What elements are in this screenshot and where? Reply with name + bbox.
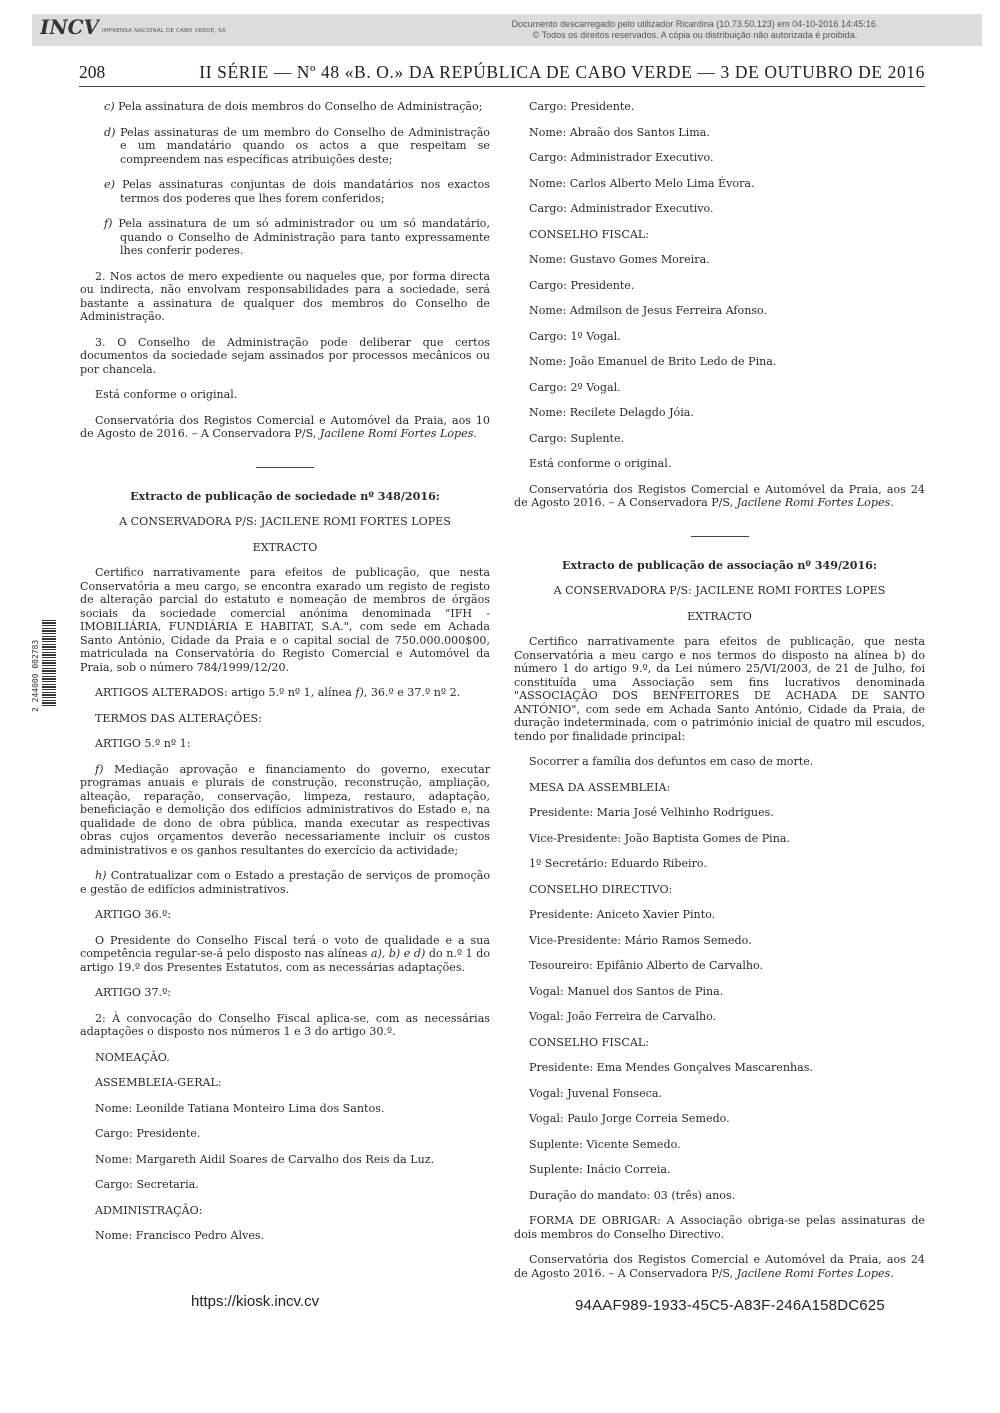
member-name: Nome: Gustavo Gomes Moreira.	[529, 253, 710, 266]
member-line: Vogal: Juvenal Fonseca.	[529, 1086, 662, 1100]
member-line: Tesoureiro: Epifânio Alberto de Carvalho.	[529, 959, 764, 972]
certificate-paragraph: Certifico narrativamente para efeitos de publicação, que nesta Conservatória a meu cargo, se encontra exarado um registo de registo de alteração parcial do estatuto e nomeação de membros de órgãos sociais da sociedade comercial anónima denominada "IFH - IMOBILIÁRIA, FUNDIÁRIA E HABITAT, S.A.", com sede em Achada Santo António, Cidade da Praia e o capital social de 750.000.000$00, matriculada na Conservatória do Registo Comercial e Automóvel da Praia, sob o número 784/1999/12/20.	[80, 566, 490, 674]
member-line: Vogal: Manuel dos Santos de Pina.	[529, 984, 724, 998]
alinea-h: h) Contratualizar com o Estado a prestação de serviços de promoção e gestão de edifícios administrativos.	[80, 869, 490, 896]
member-line: Suplente: Inácio Correia.	[529, 1163, 671, 1176]
member-name: Nome: Francisco Pedro Alves.	[95, 1229, 265, 1242]
download-notice-line: Documento descarregado pelo utilizador Ricardina (10.73.50.123) em 04-10-2016 14:45:16.	[511, 19, 879, 29]
conselho-fiscal-heading: CONSELHO FISCAL:	[529, 1035, 649, 1049]
right-column	[514, 100, 925, 1292]
extract-title-349: Extracto de publicação de associação nº 349/2016:	[562, 558, 877, 572]
nomeacao-heading: NOMEAÇÃO.	[95, 1050, 170, 1064]
member-line: Presidente: Aniceto Xavier Pinto.	[529, 908, 716, 921]
conforme-text: Está conforme o original.	[529, 457, 672, 470]
artigo-5-heading: ARTIGO 5.º nº 1:	[95, 737, 191, 750]
paragraph-3: 3. O Conselho de Administração pode deliberar que certos documentos da sociedade sejam assinados por processos mecânicos ou por chancela.	[80, 335, 490, 376]
assembleia-heading: ASSEMBLEIA-GERAL:	[95, 1076, 222, 1089]
left-column	[80, 100, 490, 1255]
member-role: Cargo: 2º Vogal.	[529, 380, 621, 394]
conselho-directivo-heading: CONSELHO DIRECTIVO:	[529, 882, 673, 896]
member-name: Nome: Recilete Delagdo Jóia.	[529, 406, 694, 419]
mesa-heading: MESA DA ASSEMBLEIA:	[529, 780, 671, 794]
conservadora-line: A CONSERVADORA P/S: JACILENE ROMI FORTES LOPES	[553, 584, 886, 597]
separator-rule	[691, 536, 749, 537]
artigo-37-text: 2: À convocação do Conselho Fiscal aplica-se, com as necessárias adaptações o disposto nos números 1 e 3 do artigo 30.º.	[80, 1011, 490, 1038]
closing-signature: Conservatória dos Registos Comercial e Automóvel da Praia, aos 24 de Agosto 2016. – A Conservadora P/S, Jacilene Romi Fortes Lopes.	[514, 482, 925, 509]
barcode-graphic	[42, 620, 56, 706]
rights-notice-line: © Todos os direitos reservados. A cópia ou distribuição não autorizada é proibida.	[532, 30, 858, 40]
member-name: Nome: Carlos Alberto Melo Lima Évora.	[529, 176, 755, 190]
separator-rule	[256, 467, 314, 468]
member-line: Presidente: Ema Mendes Gonçalves Mascarenhas.	[529, 1061, 813, 1074]
publisher-name: IMPRENSA NACIONAL DE CABO VERDE, SA	[102, 28, 226, 34]
conforme-text: Está conforme o original.	[95, 388, 238, 401]
extracto-label: EXTRACTO	[252, 540, 318, 554]
member-name: Nome: João Emanuel de Brito Ledo de Pina.	[529, 355, 777, 368]
termos-alteracoes: TERMOS DAS ALTERAÇÕES:	[95, 711, 262, 725]
artigos-alterados: ARTIGOS ALTERADOS: artigo 5.º nº 1, alínea f), 36.º e 37.º nº 2.	[95, 686, 461, 699]
clause-c: c) Pela assinatura de dois membros do Conselho de Administração;	[104, 100, 483, 113]
document-id: 94AAF989-1933-45C5-A83F-246A158DC625	[575, 1297, 885, 1314]
artigo-37-heading: ARTIGO 37.º:	[95, 986, 172, 999]
barcode-number: 2 244000 002783	[31, 639, 40, 712]
member-role: Cargo: Presidente.	[529, 100, 635, 113]
member-line: Suplente: Vicente Semedo.	[529, 1137, 681, 1151]
running-head-title: II SÉRIE — Nº 48 «B. O.» DA REPÚBLICA DE CABO VERDE — 3 DE OUTUBRO DE 2016	[199, 62, 925, 82]
member-line: Presidente: Maria José Velhinho Rodrigues.	[529, 806, 774, 819]
alinea-f-mediacao: f) Mediação aprovação e financiamento do governo, executar programas anuais e plurais de construção, reconstrução, ampliação, alteação, reparação, conservação, limpeza, restauro, adaptação, beneficiação e demolição dos edifícios administrativos do Estado e, na qualidade de dono de obra pública, manda executar as respectivas obras cujos orçamentos deverão necessariamente incluir os custos administrativos e os ganhos resultantes do exercício da actividade;	[80, 762, 490, 857]
clause-d: d) Pelas assinaturas de um membro do Conselho de Administração e um mandatário quando os actos a que respeitam se compreendem nas específicas atribuições deste;	[104, 125, 490, 166]
extracto-label: EXTRACTO	[687, 609, 752, 623]
member-role: Cargo: Administrador Executivo.	[529, 202, 714, 215]
duracao-mandato: Duração do mandato: 03 (três) anos.	[529, 1188, 736, 1202]
member-role: Cargo: Administrador Executivo.	[529, 151, 714, 164]
member-line: Vice-Presidente: João Baptista Gomes de Pina.	[529, 831, 791, 845]
member-role: Cargo: 1º Vogal.	[529, 329, 621, 343]
member-name: Nome: Margareth Aidil Soares de Carvalho dos Reis da Luz.	[95, 1152, 435, 1166]
footer-url-link[interactable]: https://kiosk.incv.cv	[191, 1293, 320, 1310]
certificate-paragraph: Certifico narrativamente para efeitos de publicação, que nesta Conservatória a meu cargo e nos termos do disposto na alínea b) do número 1 do artigo 9.º, da Lei número 25/VI/2003, de 21 de Julho, foi constituída uma Associação sem fins lucrativos denominada "ASSOCIAÇÃO DOS BENFEITORES DE ACHADA DE SANTO ANTÓNIO", com sede em Achada Santo António, Cidade da Praia, de duração indeterminada, com o património inicial de quatro mil escudos, tendo por finalidade principal:	[514, 635, 925, 743]
member-role: Cargo: Presidente.	[95, 1127, 201, 1140]
member-line: Vogal: João Ferreira de Carvalho.	[529, 1010, 717, 1023]
incv-logo-icon	[40, 14, 100, 40]
member-line: 1º Secretário: Eduardo Ribeiro.	[529, 857, 707, 870]
member-name: Nome: Admilson de Jesus Ferreira Afonso.	[529, 304, 768, 317]
artigo-36-heading: ARTIGO 36.º:	[95, 908, 172, 921]
publisher-logo	[40, 12, 270, 42]
clause-e: e) Pelas assinaturas conjuntas de dois mandatários nos exactos termos dos poderes que lhes forem conferidos;	[104, 178, 490, 205]
conservadora-line: A CONSERVADORA P/S: JACILENE ROMI FORTES LOPES	[119, 515, 451, 528]
svg-text:INCV: INCV	[40, 15, 100, 39]
member-line: Vice-Presidente: Mário Ramos Semedo.	[529, 933, 752, 947]
page-number: 208	[79, 62, 106, 82]
forma-de-obrigar: FORMA DE OBRIGAR: A Associação obriga-se pelas assinaturas de dois membros do Conselho Directivo.	[514, 1214, 925, 1241]
finalidade-text: Socorrer a família dos defuntos em caso de morte.	[529, 755, 814, 768]
member-name: Nome: Leonilde Tatiana Monteiro Lima dos Santos.	[95, 1101, 385, 1115]
extract-title-348: Extracto de publicação de sociedade nº 348/2016:	[130, 489, 440, 503]
member-role: Cargo: Secretaria.	[95, 1178, 199, 1191]
member-role: Cargo: Suplente.	[529, 431, 625, 445]
download-notice	[420, 19, 970, 41]
closing-signature: Conservatória dos Registos Comercial e Automóvel da Praia, aos 10 de Agosto de 2016. – A Conservadora P/S, Jacilene Romi Fortes Lopes.	[80, 413, 490, 440]
running-head	[79, 62, 925, 87]
clause-f: f) Pela assinatura de um só administrador ou um só mandatário, quando o Conselho de Administração para tanto expressamente lhes conferir poderes.	[104, 217, 490, 257]
artigo-36-text: O Presidente do Conselho Fiscal terá o voto de qualidade e a sua competência regular-se-á pelo disposto nas alíneas a), b) e d) do n.º 1 do artigo 19.º dos Presentes Estatutos, com as necessárias adaptações.	[80, 933, 490, 974]
paragraph-2: 2. Nos actos de mero expediente ou naqueles que, por forma directa ou indirecta, não envolvam responsabilidades para a sociedade, será bastante a assinatura de qualquer dos membros do Conselho de Administração.	[80, 269, 490, 323]
administracao-heading: ADMINISTRAÇÃO:	[95, 1203, 203, 1217]
conselho-fiscal-heading: CONSELHO FISCAL:	[529, 227, 649, 241]
closing-signature: Conservatória dos Registos Comercial e Automóvel da Praia, aos 24 de Agosto 2016. – A Conservadora P/S, Jacilene Romi Fortes Lopes.	[514, 1253, 925, 1280]
member-line: Vogal: Paulo Jorge Correia Semedo.	[529, 1112, 730, 1125]
member-role: Cargo: Presidente.	[529, 278, 635, 292]
member-name: Nome: Abraão dos Santos Lima.	[529, 125, 710, 139]
